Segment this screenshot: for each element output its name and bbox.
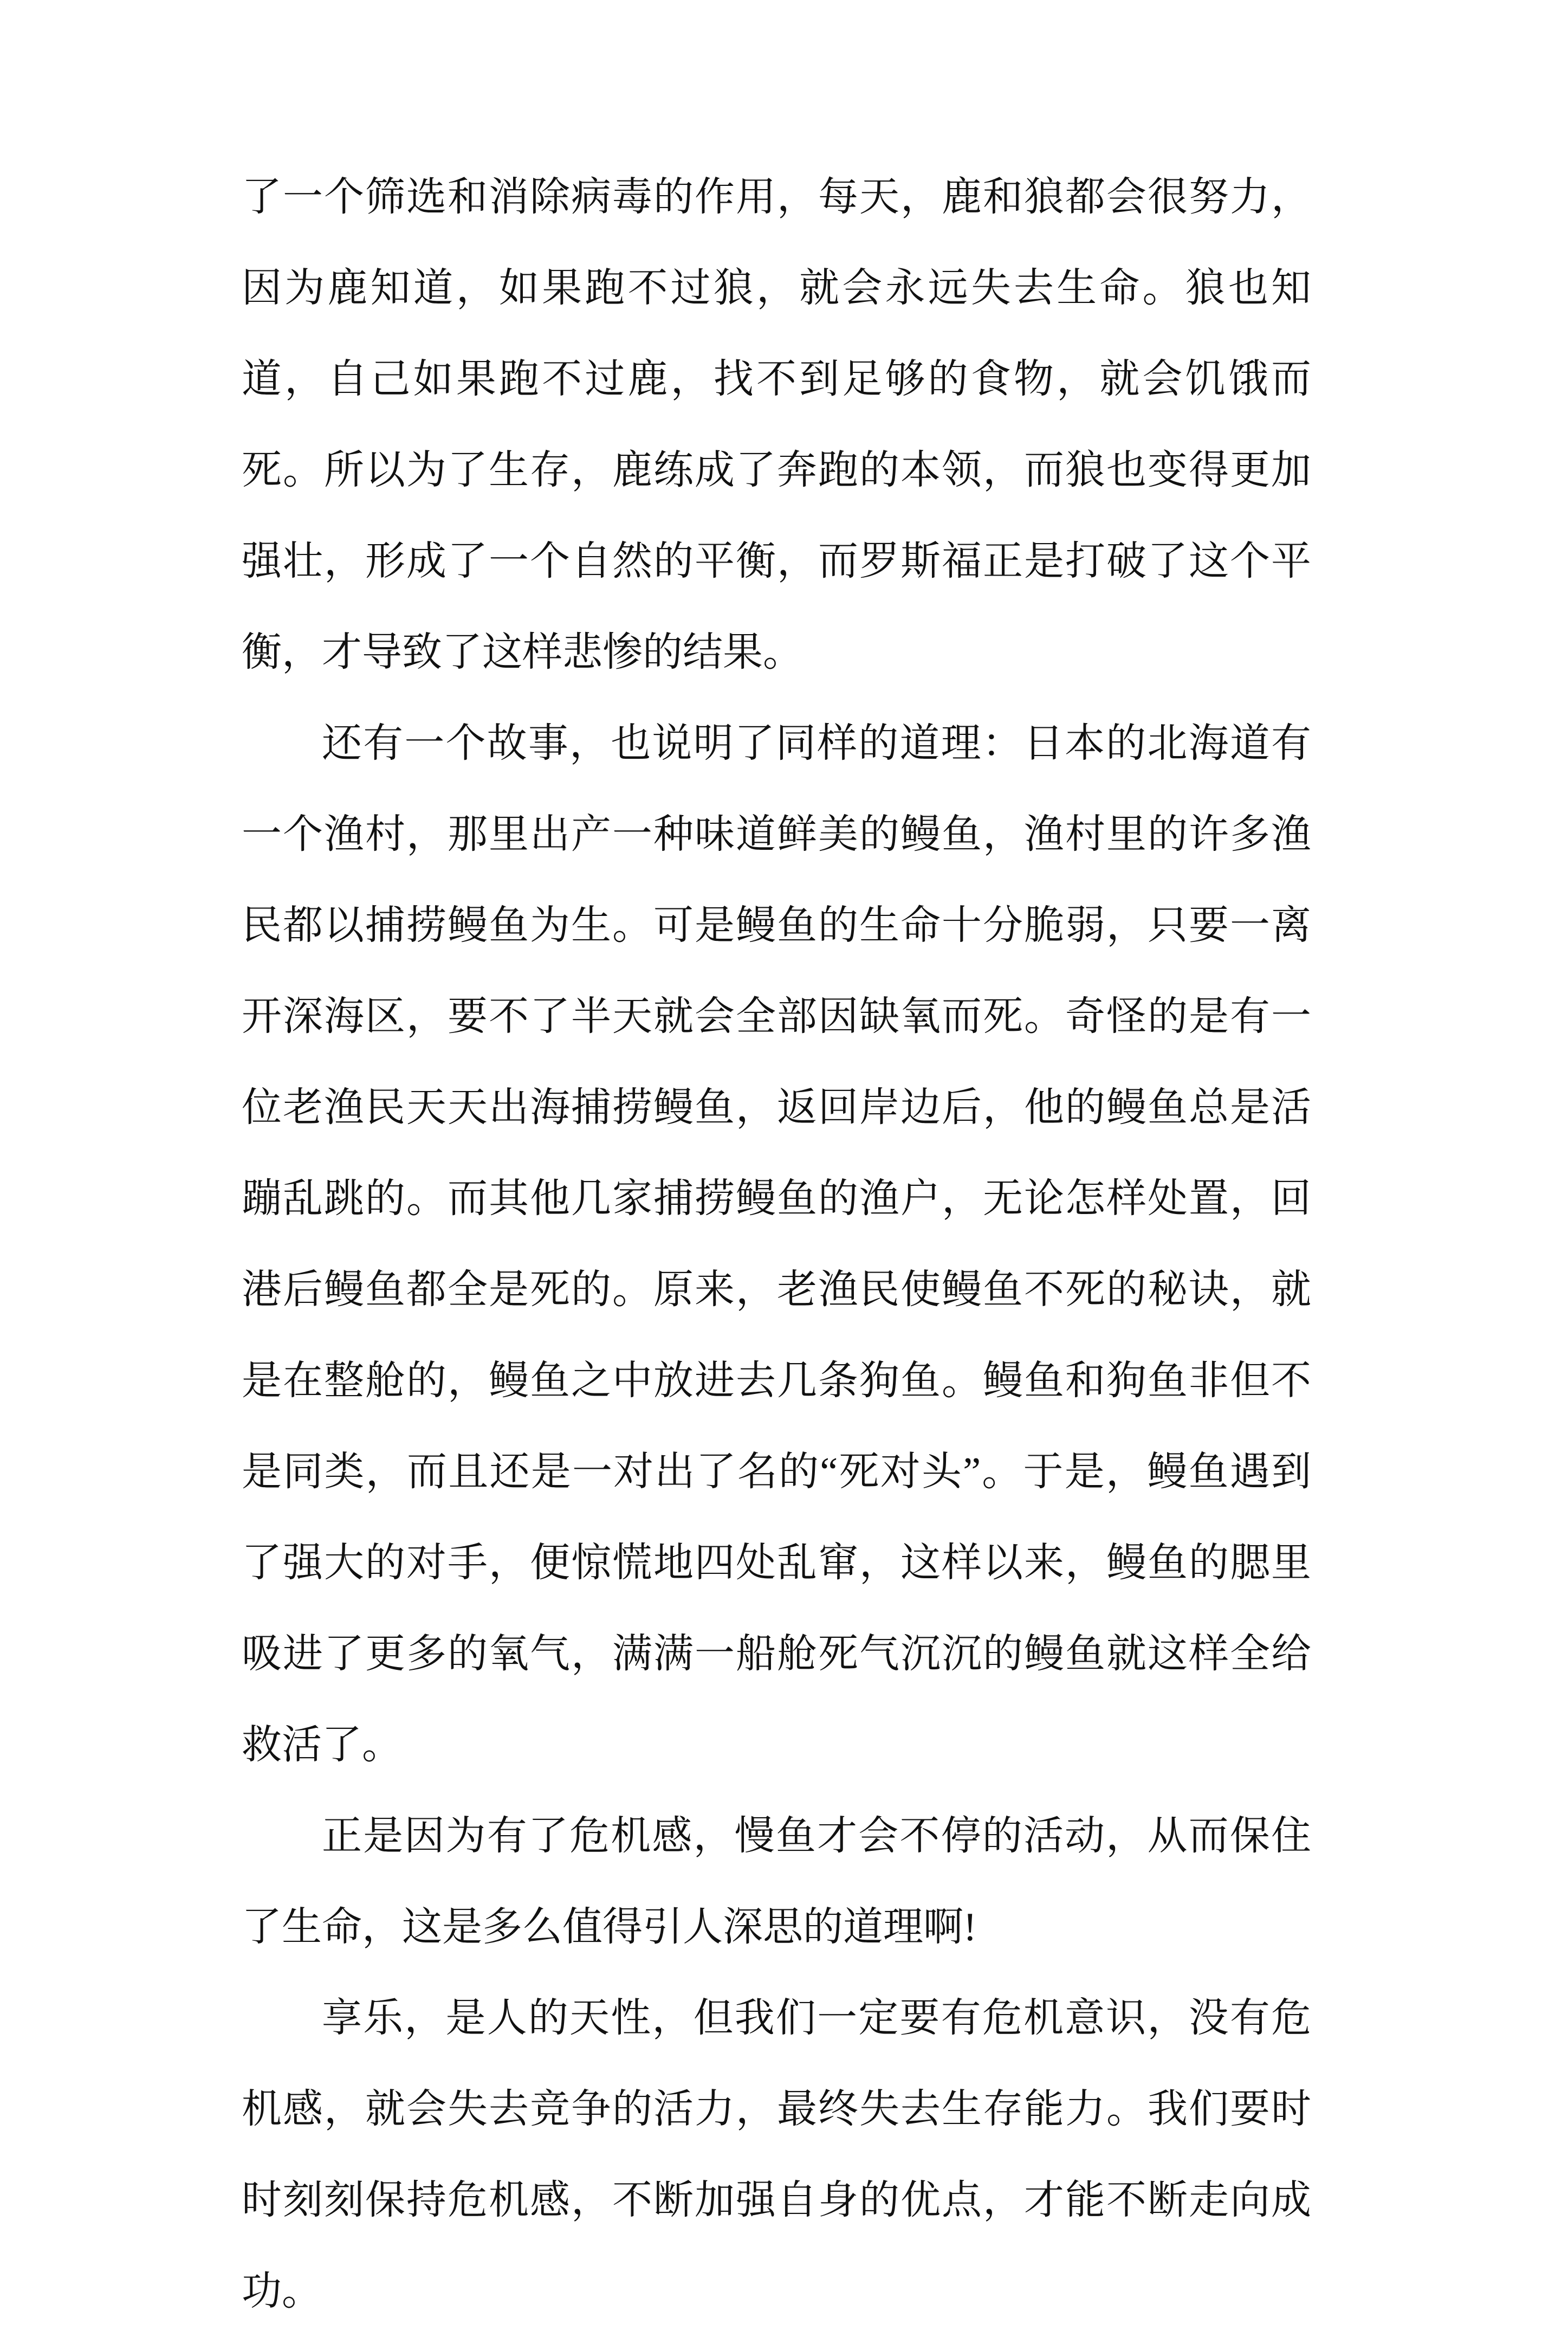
paragraph-crisis-sense: 正是因为有了危机感，慢鱼才会不停的活动，从而保住了生命，这是多么值得引人深思的道理啊! — [242, 1814, 1311, 1949]
paragraph-eel-story: 还有一个故事，也说明了同样的道理：日本的北海道有一个渔村，那里出产一种味道鲜美的鳗鱼，渔村里的许多渔民都以捕捞鳗鱼为生。可是鳗鱼的生命十分脆弱，只要一离开深海区，要不了半天就会全部因缺氧而死。奇怪的是有一位老渔民天天出海捕捞鳗鱼，返回岸边后，他的鳗鱼总是活蹦乱跳的。而其他几家捕捞鳗鱼的渔户，无论怎样处置，回港后鳗鱼都全是死的。原来，老渔民使鳗鱼不死的秘诀，就是在整舱的，鳗鱼之中放进去几条狗鱼。鳗鱼和狗鱼非但不是同类，而且还是一对出了名的“死对头”。于是，鳗鱼遇到了强大的对手，便惊慌地四处乱窜，这样以来，鳗鱼的腮里吸进了更多的氧气，满满一船舱死气沉沉的鳗鱼就这样全给救活了。 — [242, 721, 1311, 1767]
essay-body — [242, 152, 1311, 2337]
paragraph-conclusion: 享乐，是人的天性，但我们一定要有危机意识，没有危机感，就会失去竞争的活力，最终失去生存能力。我们要时时刻刻保持危机感，不断加强自身的优点，才能不断走向成功。 — [242, 1996, 1311, 2314]
paragraph-continuation: 了一个筛选和消除病毒的作用，每天，鹿和狼都会很努力，因为鹿知道，如果跑不过狼，就会永远失去生命。狼也知道，自己如果跑不过鹿，找不到足够的食物，就会饥饿而死。所以为了生存，鹿练成了奔跑的本领，而狼也变得更加强壮，形成了一个自然的平衡，而罗斯福正是打破了这个平衡，才导致了这样悲惨的结果。 — [242, 175, 1311, 675]
